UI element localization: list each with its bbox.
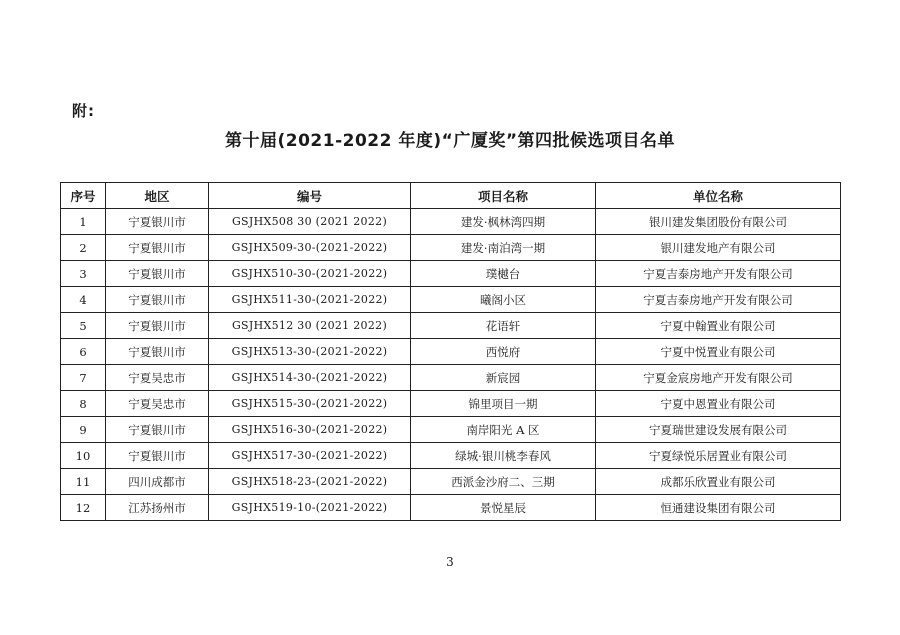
cell-region: 宁夏银川市 xyxy=(106,261,209,287)
cell-project-name: 建发·南泊湾一期 xyxy=(411,235,596,261)
cell-index: 8 xyxy=(61,391,106,417)
cell-index: 11 xyxy=(61,469,106,495)
table-row xyxy=(61,339,841,365)
cell-code: GSJHX516-30-(2021-2022) xyxy=(209,417,411,443)
table-row xyxy=(61,495,841,521)
cell-region: 宁夏银川市 xyxy=(106,235,209,261)
cell-index: 2 xyxy=(61,235,106,261)
table-row xyxy=(61,235,841,261)
cell-project-name: 西派金沙府二、三期 xyxy=(411,469,596,495)
cell-index: 10 xyxy=(61,443,106,469)
cell-region: 宁夏银川市 xyxy=(106,209,209,235)
cell-index: 3 xyxy=(61,261,106,287)
cell-company-name: 宁夏吉泰房地产开发有限公司 xyxy=(596,261,841,287)
cell-company-name: 宁夏中恩置业有限公司 xyxy=(596,391,841,417)
cell-company-name: 宁夏中悦置业有限公司 xyxy=(596,339,841,365)
table-row xyxy=(61,209,841,235)
cell-company-name: 银川建发地产有限公司 xyxy=(596,235,841,261)
cell-project-name: 绿城·银川桃李春风 xyxy=(411,443,596,469)
header-project-name: 项目名称 xyxy=(411,183,596,209)
document-title: 第十届(2021-2022 年度)“广厦奖”第四批候选项目名单 xyxy=(225,131,675,151)
cell-index: 7 xyxy=(61,365,106,391)
table-row xyxy=(61,365,841,391)
cell-region: 宁夏银川市 xyxy=(106,287,209,313)
cell-region: 宁夏银川市 xyxy=(106,417,209,443)
page-number: 3 xyxy=(446,555,454,569)
table-row xyxy=(61,443,841,469)
cell-project-name: 南岸阳光 A 区 xyxy=(411,417,596,443)
header-company-name: 单位名称 xyxy=(596,183,841,209)
cell-company-name: 宁夏瑞世建设发展有限公司 xyxy=(596,417,841,443)
cell-index: 1 xyxy=(61,209,106,235)
cell-project-name: 西悦府 xyxy=(411,339,596,365)
candidate-projects-table xyxy=(60,182,841,521)
table-header-row xyxy=(61,183,841,209)
appendix-label: 附: xyxy=(72,102,95,120)
cell-code: GSJHX513-30-(2021-2022) xyxy=(209,339,411,365)
cell-region: 宁夏吴忠市 xyxy=(106,391,209,417)
cell-code: GSJHX519-10-(2021-2022) xyxy=(209,495,411,521)
cell-region: 宁夏银川市 xyxy=(106,313,209,339)
header-index: 序号 xyxy=(61,183,106,209)
table-row xyxy=(61,287,841,313)
cell-project-name: 曦阁小区 xyxy=(411,287,596,313)
table-row xyxy=(61,469,841,495)
cell-index: 4 xyxy=(61,287,106,313)
cell-code: GSJHX510-30-(2021-2022) xyxy=(209,261,411,287)
cell-region: 宁夏银川市 xyxy=(106,339,209,365)
cell-project-name: 建发·枫林湾四期 xyxy=(411,209,596,235)
cell-code: GSJHX517-30-(2021-2022) xyxy=(209,443,411,469)
cell-index: 9 xyxy=(61,417,106,443)
cell-company-name: 宁夏绿悦乐居置业有限公司 xyxy=(596,443,841,469)
table-row xyxy=(61,417,841,443)
table-row xyxy=(61,313,841,339)
cell-project-name: 锦里项目一期 xyxy=(411,391,596,417)
cell-index: 12 xyxy=(61,495,106,521)
cell-code: GSJHX508 30 (2021 2022) xyxy=(209,209,411,235)
cell-code: GSJHX511-30-(2021-2022) xyxy=(209,287,411,313)
table-row xyxy=(61,391,841,417)
cell-index: 6 xyxy=(61,339,106,365)
cell-region: 四川成都市 xyxy=(106,469,209,495)
cell-company-name: 银川建发集团股份有限公司 xyxy=(596,209,841,235)
cell-project-name: 花语轩 xyxy=(411,313,596,339)
cell-code: GSJHX509-30-(2021-2022) xyxy=(209,235,411,261)
cell-code: GSJHX515-30-(2021-2022) xyxy=(209,391,411,417)
cell-company-name: 宁夏金宸房地产开发有限公司 xyxy=(596,365,841,391)
cell-company-name: 宁夏吉泰房地产开发有限公司 xyxy=(596,287,841,313)
cell-region: 宁夏银川市 xyxy=(106,443,209,469)
cell-project-name: 新宸园 xyxy=(411,365,596,391)
cell-index: 5 xyxy=(61,313,106,339)
table-row xyxy=(61,261,841,287)
cell-code: GSJHX514-30-(2021-2022) xyxy=(209,365,411,391)
cell-region: 江苏扬州市 xyxy=(106,495,209,521)
cell-company-name: 宁夏中翰置业有限公司 xyxy=(596,313,841,339)
header-region: 地区 xyxy=(106,183,209,209)
cell-region: 宁夏吴忠市 xyxy=(106,365,209,391)
cell-code: GSJHX518-23-(2021-2022) xyxy=(209,469,411,495)
header-code: 编号 xyxy=(209,183,411,209)
cell-company-name: 成都乐欣置业有限公司 xyxy=(596,469,841,495)
cell-project-name: 景悦星辰 xyxy=(411,495,596,521)
cell-code: GSJHX512 30 (2021 2022) xyxy=(209,313,411,339)
cell-company-name: 恒通建设集团有限公司 xyxy=(596,495,841,521)
cell-project-name: 璞樾台 xyxy=(411,261,596,287)
